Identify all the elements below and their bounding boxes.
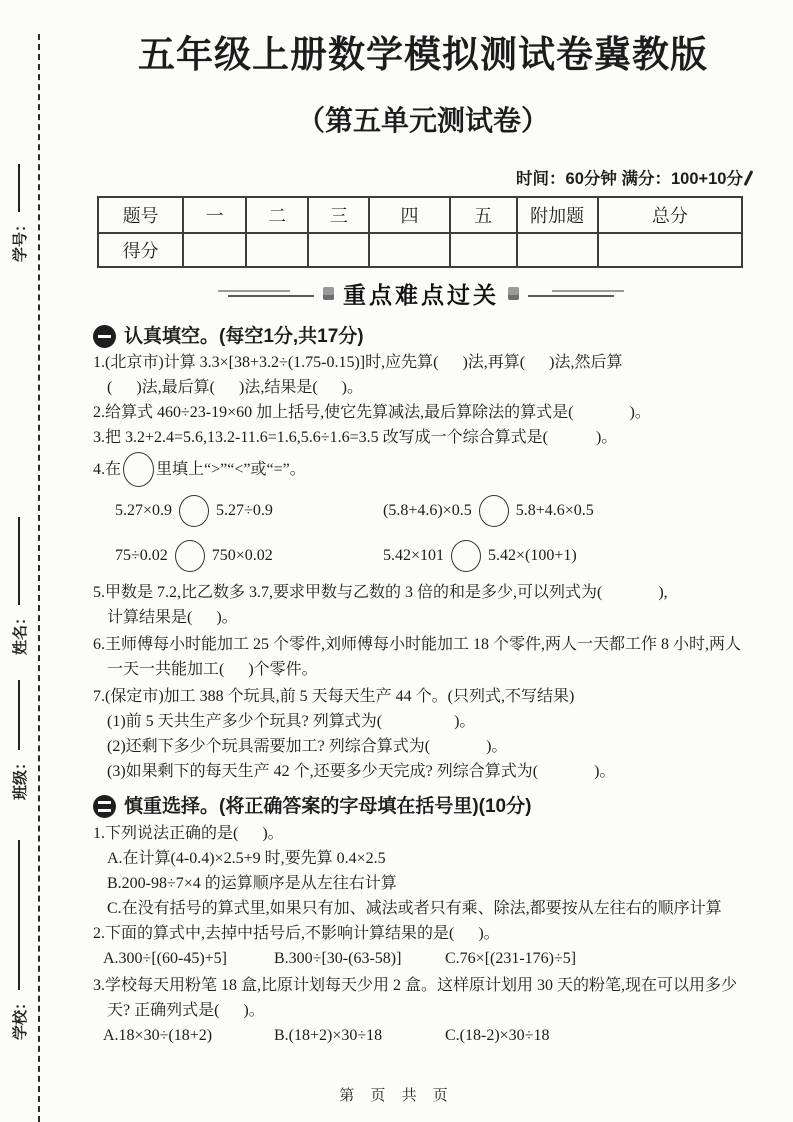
student-name-blank-line <box>18 517 20 605</box>
exam-meta: 时间：60分钟 满分：100+10分 <box>516 170 743 188</box>
school-blank-line <box>18 840 20 990</box>
section-1-header <box>93 322 773 350</box>
s1-question-2: 2.给算式 460÷23-19×60 加上括号,使它先算减法,最后算除法的算式是( )。 <box>93 404 651 421</box>
s1-question-5-line-2: 计算结果是( )。 <box>107 609 238 626</box>
score-cell <box>246 233 308 267</box>
section-2-header <box>93 791 773 821</box>
note-icon <box>323 287 334 300</box>
student-id-field <box>7 164 31 262</box>
s1-question-7-sub-2: (2)还剩下多少个玩具需要加工? 列综合算式为( )。 <box>107 738 508 755</box>
seal-dashed-line <box>38 34 40 1122</box>
s1-question-4-prefix: 4.在 <box>93 460 122 478</box>
score-table <box>97 196 743 268</box>
s2-question-2: 2.下面的算式中,去掉中括号后,不影响计算结果的是( )。 <box>93 925 500 942</box>
class-field <box>7 680 31 800</box>
student-id-blank-line <box>18 164 20 212</box>
section-2-title: 慎重选择。(将正确答案的字母填在括号里)(10分) <box>124 795 532 817</box>
s2-q2-option-a: A.300÷[(60-45)+5] <box>103 950 227 967</box>
score-table-header-cell: 二 <box>246 197 308 233</box>
score-cell <box>598 233 742 267</box>
s1-question-1-line-2: ( )法,最后算( )法,结果是( )。 <box>107 379 363 396</box>
page-subtitle: （第五单元测试卷） <box>296 105 549 136</box>
score-cell <box>369 233 449 267</box>
student-name-field <box>7 517 31 655</box>
comparison-pair <box>383 540 651 572</box>
comparison-circle <box>123 452 154 487</box>
page-footer: 第 页 共 页 <box>339 1087 454 1104</box>
page-title: 五年级上册数学模拟测试卷冀教版 <box>138 34 708 75</box>
s2-q3-option-c: C.(18-2)×30÷18 <box>445 1027 550 1044</box>
comparison-circle <box>479 495 509 527</box>
banner <box>97 277 745 310</box>
score-cell <box>308 233 369 267</box>
score-cell <box>517 233 598 267</box>
s2-q2-option-c: C.76×[(231-176)÷5] <box>445 950 577 967</box>
s2-question-1: 1.下列说法正确的是( )。 <box>93 825 284 842</box>
banner-left-lines <box>218 288 314 300</box>
expression: 75÷0.02 <box>115 547 168 564</box>
s2-question-3-line-1: 3.学校每天用粉笔 18 盒,比原计划每天少用 2 盒。这样原计划用 30 天的粉笔,现在可以用多少 <box>93 977 738 994</box>
comparison-circle <box>451 540 481 572</box>
comparison-pair <box>115 540 383 572</box>
school-label: 学校： <box>11 994 29 1040</box>
class-label: 班级： <box>11 754 29 800</box>
s2-q3-option-b: B.(18+2)×30÷18 <box>274 1027 383 1044</box>
score-table-header-cell: 三 <box>308 197 369 233</box>
s2-q2-options <box>93 946 773 973</box>
class-blank-line <box>18 680 20 750</box>
score-cell <box>450 233 517 267</box>
expression: 5.8+4.6×0.5 <box>515 502 594 519</box>
section-1-title: 认真填空。(每空1分,共17分) <box>124 325 364 347</box>
expression: 5.42×101 <box>383 547 445 564</box>
s1-q4-row-1 <box>93 488 773 533</box>
banner-right-lines <box>528 288 624 300</box>
s1-q4-row-2 <box>93 533 773 578</box>
score-table-header-cell: 五 <box>450 197 517 233</box>
s1-question-5-line-1: 5.甲数是 7.2,比乙数多 3.7,要求甲数与乙数的 3 倍的和是多少,可以列式为( ), <box>93 584 668 601</box>
s1-question-4 <box>93 450 773 488</box>
score-table-header-cell: 题号 <box>98 197 183 233</box>
comparison-circle <box>179 495 209 527</box>
expression: 5.27×0.9 <box>115 502 173 519</box>
score-table-header-cell: 四 <box>369 197 449 233</box>
expression: (5.8+4.6)×0.5 <box>383 502 472 519</box>
s2-q2-option-b: B.300÷[30-(63-58)] <box>274 950 402 967</box>
banner-title: 重点难点过关 <box>343 282 499 308</box>
s2-q3-option-a: A.18×30÷(18+2) <box>103 1027 213 1044</box>
score-table-score-row <box>98 233 742 267</box>
comparison-pair <box>115 495 383 527</box>
s1-question-7-sub-3: (3)如果剩下的每天生产 42 个,还要多少天完成? 列综合算式为( )。 <box>107 763 616 780</box>
comparison-pair <box>383 495 651 527</box>
s1-question-6-line-2: 一天一共能加工( )个零件。 <box>107 661 318 678</box>
s2-question-3-line-2: 天? 正确列式是( )。 <box>107 1002 265 1019</box>
school-field <box>7 840 31 1040</box>
stray-mark <box>744 170 753 185</box>
score-table-header-cell: 总分 <box>598 197 742 233</box>
s1-question-6-line-1: 6.王师傅每小时能加工 25 个零件,刘师傅每小时能加工 18 个零件,两人一天都工作 8 小时,两人 <box>93 636 742 653</box>
note-icon <box>508 287 519 300</box>
s2-q1-option-b: B.200-98÷7×4 的运算顺序是从左往右计算 <box>107 875 397 892</box>
circle-number-two-icon <box>93 795 116 818</box>
circle-number-one-icon <box>93 325 116 348</box>
s2-q1-option-c: C.在没有括号的算式里,如果只有加、减法或者只有乘、除法,都要按从左往右的顺序计算 <box>107 900 722 917</box>
score-row-label: 得分 <box>98 233 183 267</box>
s1-question-1-line-1: 1.(北京市)计算 3.3×[38+3.2÷(1.75-0.15)]时,应先算( )法,再算( )法,然后算 <box>93 354 623 371</box>
s1-question-3: 3.把 3.2+2.4=5.6,13.2-11.6=1.6,5.6÷1.6=3.5 改写成一个综合算式是( )。 <box>93 429 618 446</box>
s1-question-4-suffix: 里填上“>”“<”或“=”。 <box>156 460 306 478</box>
score-table-header-row <box>98 197 742 233</box>
score-cell <box>183 233 246 267</box>
expression: 5.27÷0.9 <box>216 502 273 519</box>
s2-q3-options <box>93 1023 773 1050</box>
expression: 750×0.02 <box>211 547 273 564</box>
score-table-header-cell: 附加题 <box>517 197 598 233</box>
student-id-label: 学号： <box>11 216 29 262</box>
student-name-label: 姓名： <box>11 609 29 655</box>
s2-q1-option-a: A.在计算(4-0.4)×2.5+9 时,要先算 0.4×2.5 <box>107 850 386 867</box>
s1-question-7-line-1: 7.(保定市)加工 388 个玩具,前 5 天每天生产 44 个。(只列式,不写结果) <box>93 688 575 705</box>
expression: 5.42×(100+1) <box>488 547 577 564</box>
s1-question-7-sub-1: (1)前 5 天共生产多少个玩具? 列算式为( )。 <box>107 713 476 730</box>
comparison-circle <box>175 540 205 572</box>
exam-body <box>93 322 773 1050</box>
score-table-header-cell: 一 <box>183 197 246 233</box>
